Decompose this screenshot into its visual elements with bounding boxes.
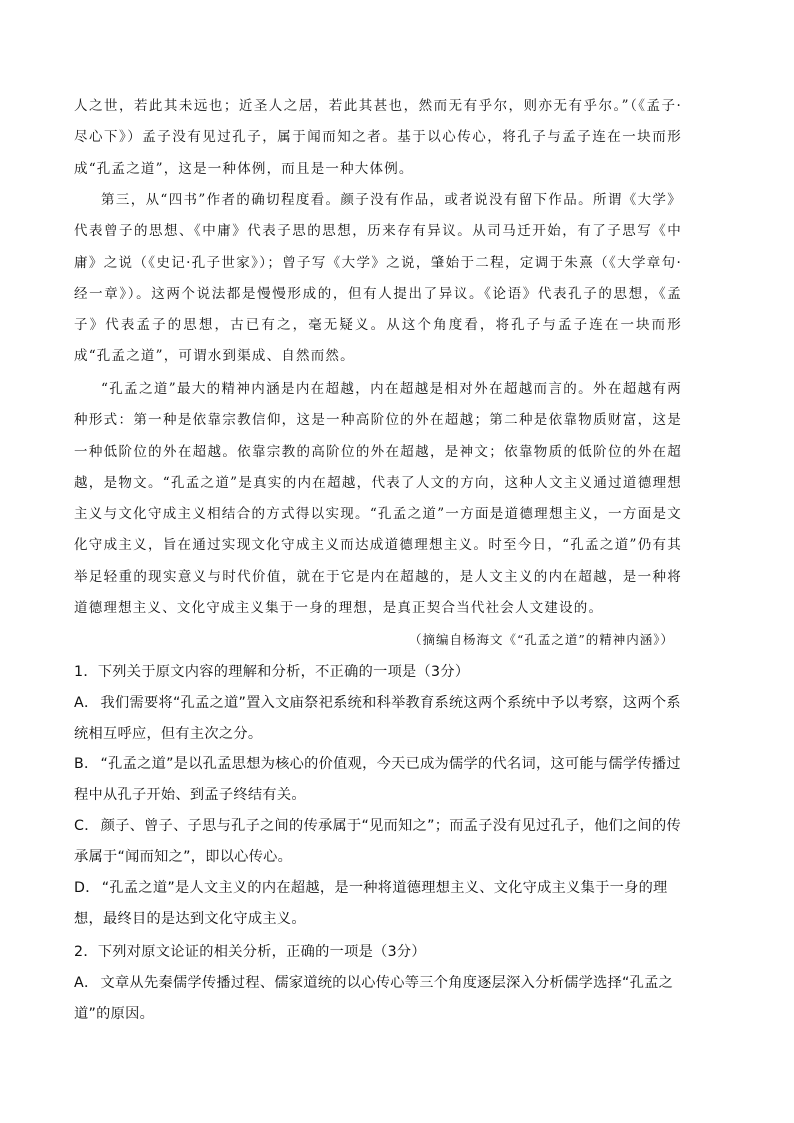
question-2-option-a bbox=[74, 968, 686, 1029]
question-1-stem: 1．下列关于原文内容的理解和分析，不正确的一项是（3分） bbox=[74, 664, 470, 680]
passage-source: （摘编自杨海文《“孔孟之道”的精神内涵》） bbox=[408, 632, 674, 647]
option-text: “孔孟之道”是以孔孟思想为核心的价值观，今天已成为儒学的代名词，这可能与儒学传播过程中从孔子开始、到孟子终结有关。 bbox=[74, 756, 681, 803]
question-1-option-d bbox=[74, 873, 686, 934]
option-label: A． bbox=[74, 975, 99, 991]
option-text: 颜子、曾子、子思与孔子之间的传承属于“见而知之”；而孟子没有见过孔子，他们之间的传承属于“闻而知之”，即以心传心。 bbox=[74, 818, 682, 865]
option-text: “孔孟之道”是人文主义的内在超越，是一种将道德理想主义、文化守成主义集于一身的理想，最终目的是达到文化守成主义。 bbox=[74, 880, 668, 927]
question-1-option-a bbox=[74, 688, 686, 749]
option-text: 文章从先秦儒学传播过程、儒家道统的以心传心等三个角度逐层深入分析儒学选择“孔孟之道”的原因。 bbox=[74, 975, 674, 1022]
option-label: B． bbox=[74, 756, 99, 772]
option-text: 我们需要将“孔孟之道”置入文庙祭祀系统和科举教育系统这两个系统中予以考察，这两个系统相互呼应，但有主次之分。 bbox=[74, 695, 681, 742]
passage-paragraph-3: “孔孟之道”最大的精神内涵是内在超越，内在超越是相对外在超越而言的。外在超越有两种形式：第一种是依靠宗教信仰，这是一种高阶位的外在超越；第二种是依靠物质财富，这是一种低阶位的外在超越。依靠宗教的高阶位的外在超越，是神文；依靠物质的低阶位的外在超越，是物文。“孔孟之道”是真实的内在超越，代表了人文的方向，这种人文主义通过道德理想主义与文化守成主义相结合的方式得以实现。“孔孟之道”一方面是道德理想主义，一方面是文化守成主义，旨在通过实现文化守成主义而达成道德理想主义。时至今日，“孔孟之道”仍有其举足轻重的现实意义与时代价值，就在于它是内在超越的，是人文主义的内在超越，是一种将道德理想主义、文化守成主义集于一身的理想，是真正契合当代社会人文建设的。 bbox=[74, 381, 682, 617]
question-2-stem: 2．下列对原文论证的相关分析，正确的一项是（3分） bbox=[74, 944, 426, 960]
option-label: A． bbox=[74, 695, 99, 711]
passage-paragraph-1: 人之世，若此其未远也；近圣人之居，若此其甚也，然而无有乎尔，则亦无有乎尔。”（《孟子·尽心下》）孟子没有见过孔子，属于闻而知之者。基于以心传心，将孔子与孟子连在一块而形成“孔孟之道”，这是一种体例，而且是一种大体例。 bbox=[74, 98, 682, 177]
question-1-option-b bbox=[74, 749, 686, 810]
option-label: C． bbox=[74, 818, 99, 834]
option-label: D． bbox=[74, 880, 100, 896]
passage-paragraph-2: 第三，从“四书”作者的确切程度看。颜子没有作品，或者说没有留下作品。所谓《大学》代表曾子的思想、《中庸》代表子思的思想，历来存有异议。从司马迁开始，有了子思写《中庸》之说（《史记·孔子世家》）；曾子写《大学》之说，肇始于二程，定调于朱熹（《大学章句·经一章》）。这两个说法都是慢慢形成的，但有人提出了异议。《论语》代表孔子的思想，《孟子》代表孟子的思想，古已有之，毫无疑义。从这个角度看，将孔子与孟子连在一块而形成“孔孟之道”，可谓水到渠成、自然而然。 bbox=[74, 192, 682, 365]
question-1-option-c bbox=[74, 811, 686, 872]
